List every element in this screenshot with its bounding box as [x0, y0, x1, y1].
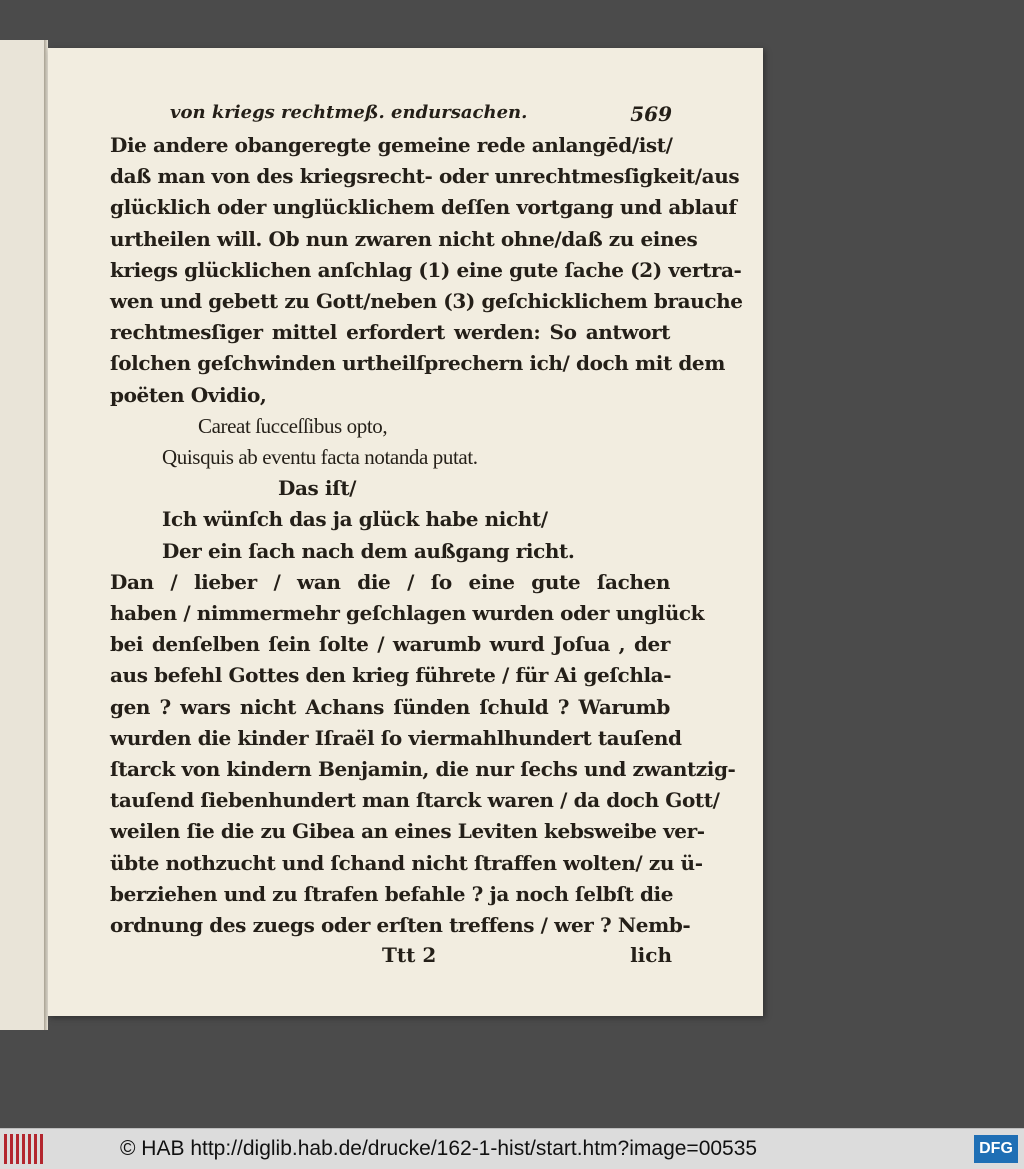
text-line: wen und gebett zu Gott/neben (3) geſchicklichem brauche	[110, 289, 743, 314]
adjacent-page-edge	[0, 40, 45, 1030]
book-page	[48, 48, 763, 1016]
text-line: weilen ſie die zu Gibea an eines Leviten kebsweibe ver-	[110, 819, 705, 844]
text-line: kriegs glücklichen anſchlag (1) eine gute ſache (2) vertra-	[110, 257, 742, 282]
dfg-logo: DFG	[974, 1135, 1018, 1163]
text-line: Die andere obangeregte gemeine rede anlangēd/ist/	[110, 133, 673, 157]
text-line: ordnung des zuegs oder erſten treffens / wer ? Nemb-	[110, 913, 691, 938]
text-line: Dan / lieber / wan die / ſo eine gute ſachen	[110, 569, 670, 594]
text-line: tauſend ſiebenhundert man ſtarck waren / da doch Gott/	[110, 788, 720, 813]
text-line: haben / nimmermehr geſchlagen wurden oder unglück	[110, 601, 705, 626]
hab-logo-icon	[4, 1134, 46, 1164]
page-text-block	[110, 102, 743, 973]
viewer-footer	[0, 1128, 1024, 1169]
text-line: poëten Ovidio,	[110, 382, 267, 407]
text-line: daß man von des kriegsrecht- oder unrechtmesſigkeit/aus	[110, 164, 740, 189]
text-line: rechtmesſiger mittel erfordert werden: So antwort	[110, 320, 670, 345]
signature-mark: Ttt 2	[382, 943, 437, 968]
latin-verse-line: Careat ſucceſſibus opto,	[198, 413, 388, 438]
running-head-title: von kriegs rechtmeß. endursachen.	[170, 102, 528, 123]
text-line: gen ? wars nicht Achans ſünden ſchuld ? Warumb	[110, 694, 670, 719]
text-line: ſtarck von kindern Benjamin, die nur ſechs und zwantzig-	[110, 757, 736, 782]
text-line: urtheilen will. Ob nun zwaren nicht ohne/daß zu eines	[110, 226, 698, 251]
text-line: aus befehl Gottes den krieg führete / für Ai geſchla-	[110, 663, 672, 688]
text-line: ſolchen geſchwinden urtheilſprechern ich/ doch mit dem	[110, 351, 726, 376]
page-number: 569	[630, 102, 672, 126]
german-rhyme-line: Der ein ſach nach dem außgang richt.	[162, 538, 575, 563]
copyright-url[interactable]: © HAB http://diglib.hab.de/drucke/162-1-hist/start.htm?image=00535	[120, 1137, 758, 1160]
text-line: bei denſelben ſein ſolte / warumb wurd Joſua , der	[110, 632, 670, 657]
german-rhyme-line: Ich wünſch das ja glück habe nicht/	[162, 507, 548, 532]
text-line: übte nothzucht und ſchand nicht ſtraffen wolten/ zu ü-	[110, 850, 703, 875]
running-head	[110, 102, 670, 130]
das-ist-heading: Das iſt/	[278, 476, 357, 501]
page-foot	[110, 941, 670, 973]
text-line: wurden die kinder Iſraël ſo viermahlhundert tauſend	[110, 725, 682, 750]
catchword: lich	[630, 943, 672, 968]
text-line: glücklich oder unglücklichem deſſen vortgang und ablauf	[110, 195, 737, 220]
text-line: berziehen und zu ſtrafen befahle ? ja noch ſelbſt die	[110, 881, 674, 906]
latin-verse-line: Quisquis ab eventu facta notanda putat.	[162, 445, 478, 470]
